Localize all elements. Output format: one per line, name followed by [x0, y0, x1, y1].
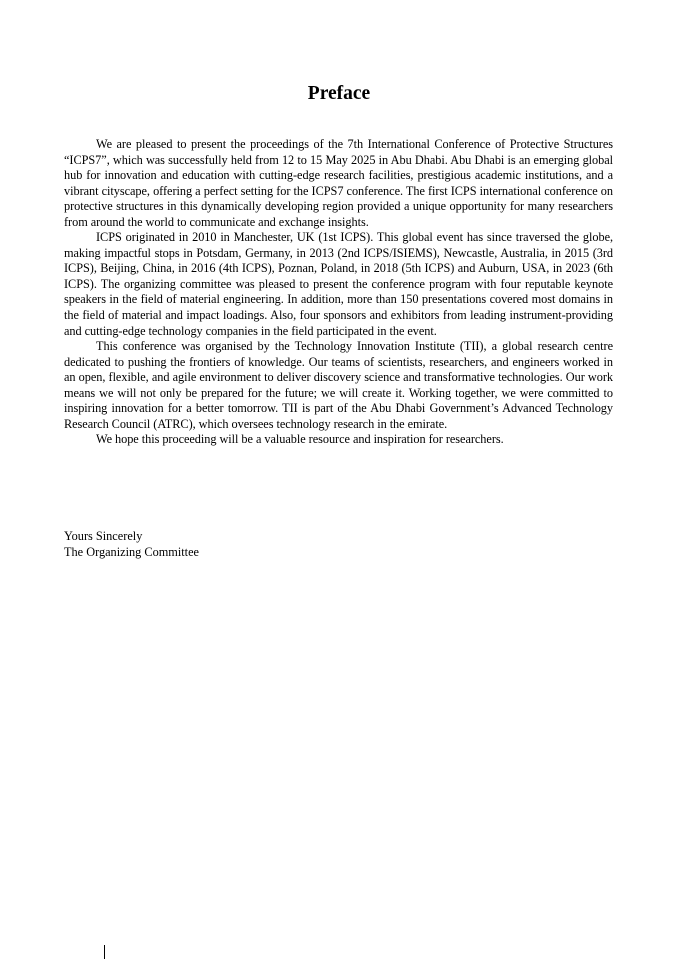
salutation: Yours Sincerely: [64, 529, 143, 543]
paragraph-history: ICPS originated in 2010 in Manchester, UK (1st ICPS). This global event has since traversed the globe, making impactful stops in Potsdam, Germany, in 2013 (2nd ICPS/ISIEMS), Newcastle, Australia, in 2015 (3rd ICPS), Beijing, China, in 2016 (4th ICPS), Poznan, Poland, in 2018 (5th ICPS) and Auburn, USA, in 2023 (6th ICPS). The organizing committee was pleased to present the conference program with four reputable keynote speakers in the field of material engineering. In addition, more than 150 presentations covered most domains in the field of material and impact loadings. Also, four sponsors and exhibitors from leading instrument-providing and cutting-edge technology companies in the field participated in the event.: [64, 230, 613, 338]
paragraph-organiser: This conference was organised by the Technology Innovation Institute (TII), a global research centre dedicated to pushing the frontiers of knowledge. Our teams of scientists, researchers, and engineers worked in an open, flexible, and agile environment to deliver discovery science and transformative technologies. Our work means we will not only be prepared for the future; we will create it. Working together, we were committed to inspiring innovation for a better tomorrow. TII is part of the Abu Dhabi Government’s Advanced Technology Research Council (ATRC), which oversees technology research in the emirate.: [64, 339, 613, 431]
page-title: Preface: [307, 83, 371, 104]
preface-body: [64, 137, 613, 448]
text-cursor-mark: [104, 945, 105, 959]
paragraph-closing-wish: We hope this proceeding will be a valuable resource and inspiration for researchers.: [96, 432, 504, 447]
signatory: The Organizing Committee: [64, 544, 200, 559]
signature-block: [64, 529, 464, 560]
paragraph-intro: We are pleased to present the proceedings of the 7th International Conference of Protective Structures “ICPS7”, which was successfully held from 12 to 15 May 2025 in Abu Dhabi. Abu Dhabi is an emerging global hub for innovation and education with cutting-edge research facilities, prestigious academic institutions, and a vibrant cityscape, offering a perfect setting for the ICPS7 conference. The first ICPS international conference on protective structures in this dynamically developing region provided a unique opportunity for many researchers from around the world to communicate and exchange insights.: [64, 137, 613, 229]
